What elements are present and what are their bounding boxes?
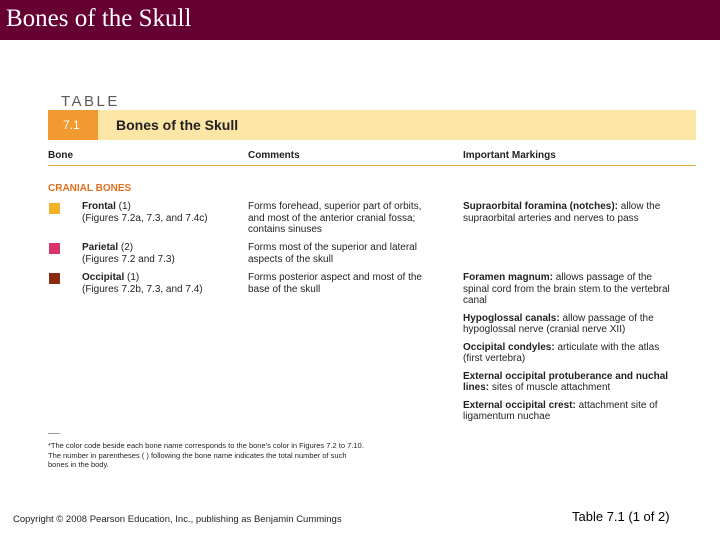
comment-line: base of the skull — [248, 283, 321, 295]
marking-term: External occipital protuberance and nuchal — [463, 370, 669, 382]
bone-cell-parietal — [82, 242, 175, 265]
bone-figure-refs: (Figures 7.2a, 7.3, and 7.4c) — [82, 212, 208, 224]
comments-cell-occipital — [248, 272, 422, 295]
slide-title: Bones of the Skull — [6, 5, 192, 32]
marking-term: External occipital crest: — [463, 399, 576, 411]
comment-line: Forms forehead, superior part of orbits, — [248, 201, 422, 212]
marking-desc: articulate with the atlas — [554, 341, 660, 353]
comment-line: contains sinuses — [248, 224, 322, 235]
table-reference: Table 7.1 (1 of 2) — [572, 509, 670, 524]
table-number: 7.1 — [48, 110, 98, 140]
bone-color-swatch-occipital — [49, 273, 60, 284]
marking-term: Occipital condyles: — [463, 341, 555, 353]
bone-color-swatch-parietal — [49, 243, 60, 254]
copyright-notice: Copyright © 2008 Pearson Education, Inc., publishing as Benjamin Cummings — [13, 514, 342, 525]
column-header-bone: Bone — [48, 150, 73, 161]
comments-cell-parietal — [248, 242, 417, 265]
marking-desc: spinal cord from the brain stem to the vertebral — [463, 283, 670, 295]
footnote-rule — [48, 433, 60, 434]
bone-name: Parietal — [82, 242, 119, 253]
bone-figure-refs: (Figures 7.2b, 7.3, and 7.4) — [82, 283, 203, 295]
marking-desc: hypoglossal nerve (cranial nerve XII) — [463, 324, 626, 335]
bone-figure-refs: (Figures 7.2 and 7.3) — [82, 253, 175, 265]
comment-line: aspects of the skull — [248, 253, 334, 265]
marking-desc: allow passage of the — [559, 312, 654, 324]
bone-name: Occipital — [82, 272, 125, 283]
comment-line: Forms most of the superior and lateral — [248, 242, 417, 253]
markings-cell-occipital — [463, 272, 670, 423]
bone-cell-frontal — [82, 201, 208, 224]
column-header-markings: Important Markings — [463, 150, 556, 161]
marking-desc: supraorbital arteries and nerves to pass — [463, 212, 639, 224]
footnote-line: The number in parentheses ( ) following the bone name indicates the total number of such — [48, 450, 347, 460]
footnote-line: bones in the body. — [48, 460, 109, 469]
marking-term: Hypoglossal canals: — [463, 312, 560, 324]
footnote-line: *The color code beside each bone name corresponds to the bone's color in Figures 7.2 to 7.10. — [48, 441, 364, 450]
comment-line: and most of the anterior cranial fossa; — [248, 212, 416, 224]
comments-cell-frontal — [248, 201, 421, 236]
marking-term: lines: — [463, 382, 490, 393]
bone-count: (2) — [118, 242, 134, 253]
marking-desc: allows passage of the — [553, 272, 652, 283]
marking-desc: (first vertebra) — [463, 353, 526, 364]
bone-name: Frontal — [82, 201, 116, 212]
table-banner — [48, 110, 696, 140]
table-word: TABLE — [61, 93, 120, 110]
bone-cell-occipital — [82, 272, 203, 295]
markings-cell-frontal — [463, 201, 660, 224]
comment-line: Forms posterior aspect and most of the — [248, 272, 422, 283]
bone-color-swatch-frontal — [49, 203, 60, 214]
marking-term: Supraorbital foramina (notches): — [463, 201, 619, 212]
marking-desc: ligamentum nuchae — [463, 411, 551, 422]
marking-term: Foramen magnum: — [463, 272, 554, 283]
marking-desc: allow the — [618, 201, 661, 212]
footnote — [48, 441, 364, 470]
section-label-cranial: CRANIAL BONES — [48, 183, 132, 194]
marking-desc: sites of muscle attachment — [489, 382, 611, 393]
marking-desc: attachment site of — [575, 399, 658, 411]
marking-desc: canal — [463, 295, 487, 306]
bone-count: (1) — [115, 201, 131, 212]
table-title: Bones of the Skull — [116, 117, 239, 133]
header-rule — [48, 165, 696, 166]
column-header-comments: Comments — [248, 150, 300, 161]
bone-count: (1) — [124, 272, 140, 283]
